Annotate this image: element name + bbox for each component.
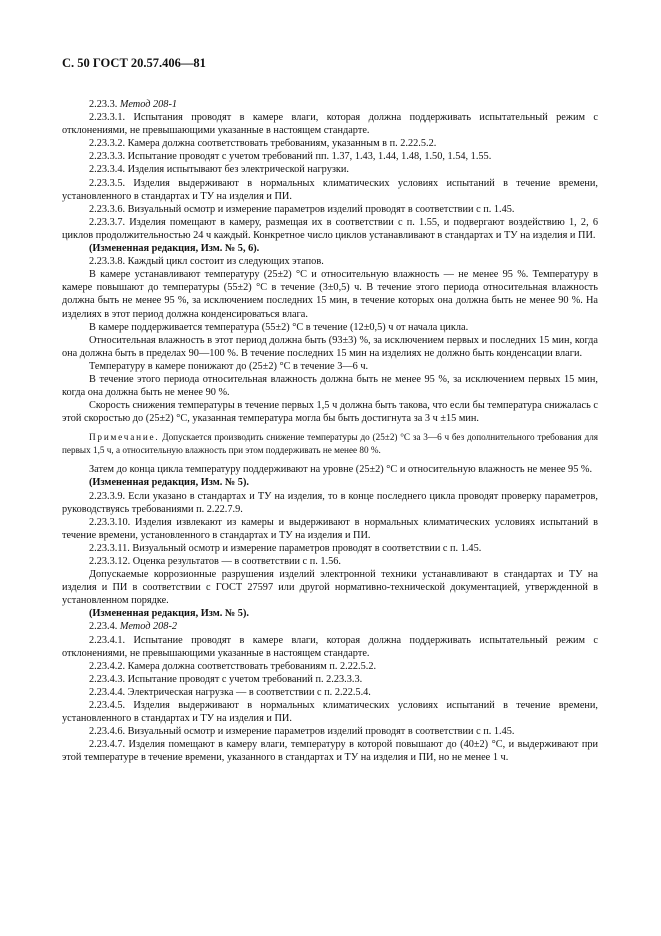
paragraph: 2.23.3.4. Изделия испытывают без электрической нагрузки. [89, 164, 349, 176]
note-text: Допускается производить снижение температуры до (25±2) °С за 3—6 ч без дополнительного требования для первых 1,5 ч, а относительную влажность при этом поддерживать не менее 80 %. [62, 432, 599, 456]
paragraph: 2.23.4.6. Визуальный осмотр и измерение параметров изделий проводят в соответствии с п. 1.45. [89, 726, 515, 738]
paragraph: 2.23.4.2. Камера должна соответствовать требованиям п. 2.22.5.2. [89, 660, 377, 672]
paragraph: 2.23.3.2. Камера должна соответствовать требованиям, указанным в п. 2.22.5.2. [89, 138, 437, 150]
paragraph: Температуру в камере понижают до (25±2) °С в течение 3—6 ч. [89, 360, 369, 372]
paragraph: 2.23.4.5. Изделия выдерживают в нормальных климатических условиях испытаний в течение времени, установленного в стандартах и ТУ на изделия и ПИ. [62, 700, 598, 725]
page-header: С. 50 ГОСТ 20.57.406—81 [62, 56, 206, 70]
paragraph: 2.23.4.1. Испытание проводят в камере влаги, которая должна поддерживать испытательный режим с отклонениями, не превышающими указанные в настоящем стандарте. [62, 634, 598, 659]
paragraph: 2.23.3.6. Визуальный осмотр и измерение параметров изделий проводят в соответствии с п. 1.45. [89, 203, 515, 215]
paragraph: 2.23.3.10. Изделия извлекают из камеры и выдерживают в нормальных климатических условиях испытаний в течение времени, установленного в стандартах и ТУ на изделия и ПИ. [62, 516, 598, 541]
paragraph: Относительная влажность в этот период должна быть (93±3) %, за исключением первых и последних 15 мин, когда она должна быть в пределах 90—100 %. В течение последних 15 мин на изделиях не должно быть конденсации влаги. [62, 334, 598, 359]
paragraph: В камере поддерживается температура (55±2) °С в течение (12±0,5) ч от начала цикла. [89, 321, 469, 333]
paragraph: 2.23.3.9. Если указано в стандартах и ТУ на изделия, то в конце последнего цикла проводят проверку параметров, руководствуясь требованиями п. 2.22.7.9. [62, 490, 598, 515]
method-title: Метод 208-1 [119, 99, 178, 110]
paragraph: 2.23.3.8. Каждый цикл состоит из следующих этапов. [89, 256, 324, 268]
method-title: Метод 208-2 [119, 621, 178, 633]
paragraph: 2.23.3.1. Испытания проводят в камере влаги, которая должна поддерживать испытательный режим с отклонениями, не превышающими указанные в настоящем стандарте. [62, 112, 598, 137]
paragraph: 2.23.3.3. Испытание проводят с учетом требований пп. 1.37, 1.43, 1.44, 1.48, 1.50, 1.54, 1.55. [89, 151, 492, 163]
paragraph: 2.23.4.3. Испытание проводят с учетом требований п. 2.23.3.3. [89, 673, 363, 685]
note-label: Примечание. [89, 432, 160, 443]
paragraph: Затем до конца цикла температуру поддерживают на уровне (25±2) °С и относительную влажность не менее 95 %. [89, 464, 593, 476]
paragraph: В течение этого периода относительная влажность должна быть не менее 95 %, за исключением первых 15 мин, когда она должна быть не менее 90 %. [62, 373, 598, 399]
document-page [62, 56, 598, 765]
paragraph: 2.23.3.11. Визуальный осмотр и измерение параметров проводят в соответствии с п. 1.45. [89, 542, 482, 554]
paragraph: 2.23.3.5. Изделия выдерживают в нормальных климатических условиях испытаний в течение времени, установленного в стандартах и ТУ на изделия и ПИ. [62, 177, 598, 202]
paragraph: 2.23.3.7. Изделия помещают в камеру, размещая их в соответствии с п. 1.55, и подвергают воздействию 1, 2, 6 циклов продолжительностью 24 ч каждый. Конкретное число циклов устанавливают в стандартах и ТУ на изделия и ПИ. [62, 216, 598, 241]
paragraph: Допускаемые коррозионные разрушения изделий электронной техники устанавливают в стандартах и ТУ на изделия и ПИ в соответствии с ГОСТ 27597 или другой нормативно-технической документацией, утвержденной в установленном порядке. [62, 569, 598, 607]
amendment-note: (Измененная редакция, Изм. № 5). [89, 608, 249, 620]
paragraph: 2.23.3.12. Оценка результатов — в соответствии с п. 1.56. [89, 556, 341, 567]
section-heading: 2.23.3. Метод 208-1 [89, 99, 178, 110]
amendment-note: (Измененная редакция, Изм. № 5, 6). [89, 243, 260, 255]
paragraph: Скорость снижения температуры в течение первых 1,5 ч должна быть такова, что если бы температура снижалась с этой скоростью до (25±2) °С, указанная температура могла бы быть достигнута за 3 ч ±15 мин. [62, 400, 598, 425]
note [62, 431, 598, 457]
paragraph: 2.23.4.4. Электрическая нагрузка — в соответствии с п. 2.22.5.4. [89, 686, 371, 698]
paragraph: 2.23.4.7. Изделия помещают в камеру влаги, температуру в которой повышают до (40±2) °С, и выдерживают при этой температуре в течение времени, указанного в стандартах и ТУ на изделия и ПИ, но не менее 1 ч. [62, 739, 598, 764]
section-heading: 2.23.4. Метод 208-2 [89, 621, 178, 633]
paragraph: В камере устанавливают температуру (25±2) °С и относительную влажность — не менее 95 %. Температуру в камере повышают до температуры (55±2) °С в течение (3±0,5) ч. В течение этого периода относительная влажность должна быть не менее 95 %, за исключением последних 15 мин, в течение которых она должна быть не менее 90 %. На изделиях в этот период должна конденсироваться влага. [62, 269, 598, 320]
amendment-note: (Измененная редакция, Изм. № 5). [89, 477, 249, 489]
